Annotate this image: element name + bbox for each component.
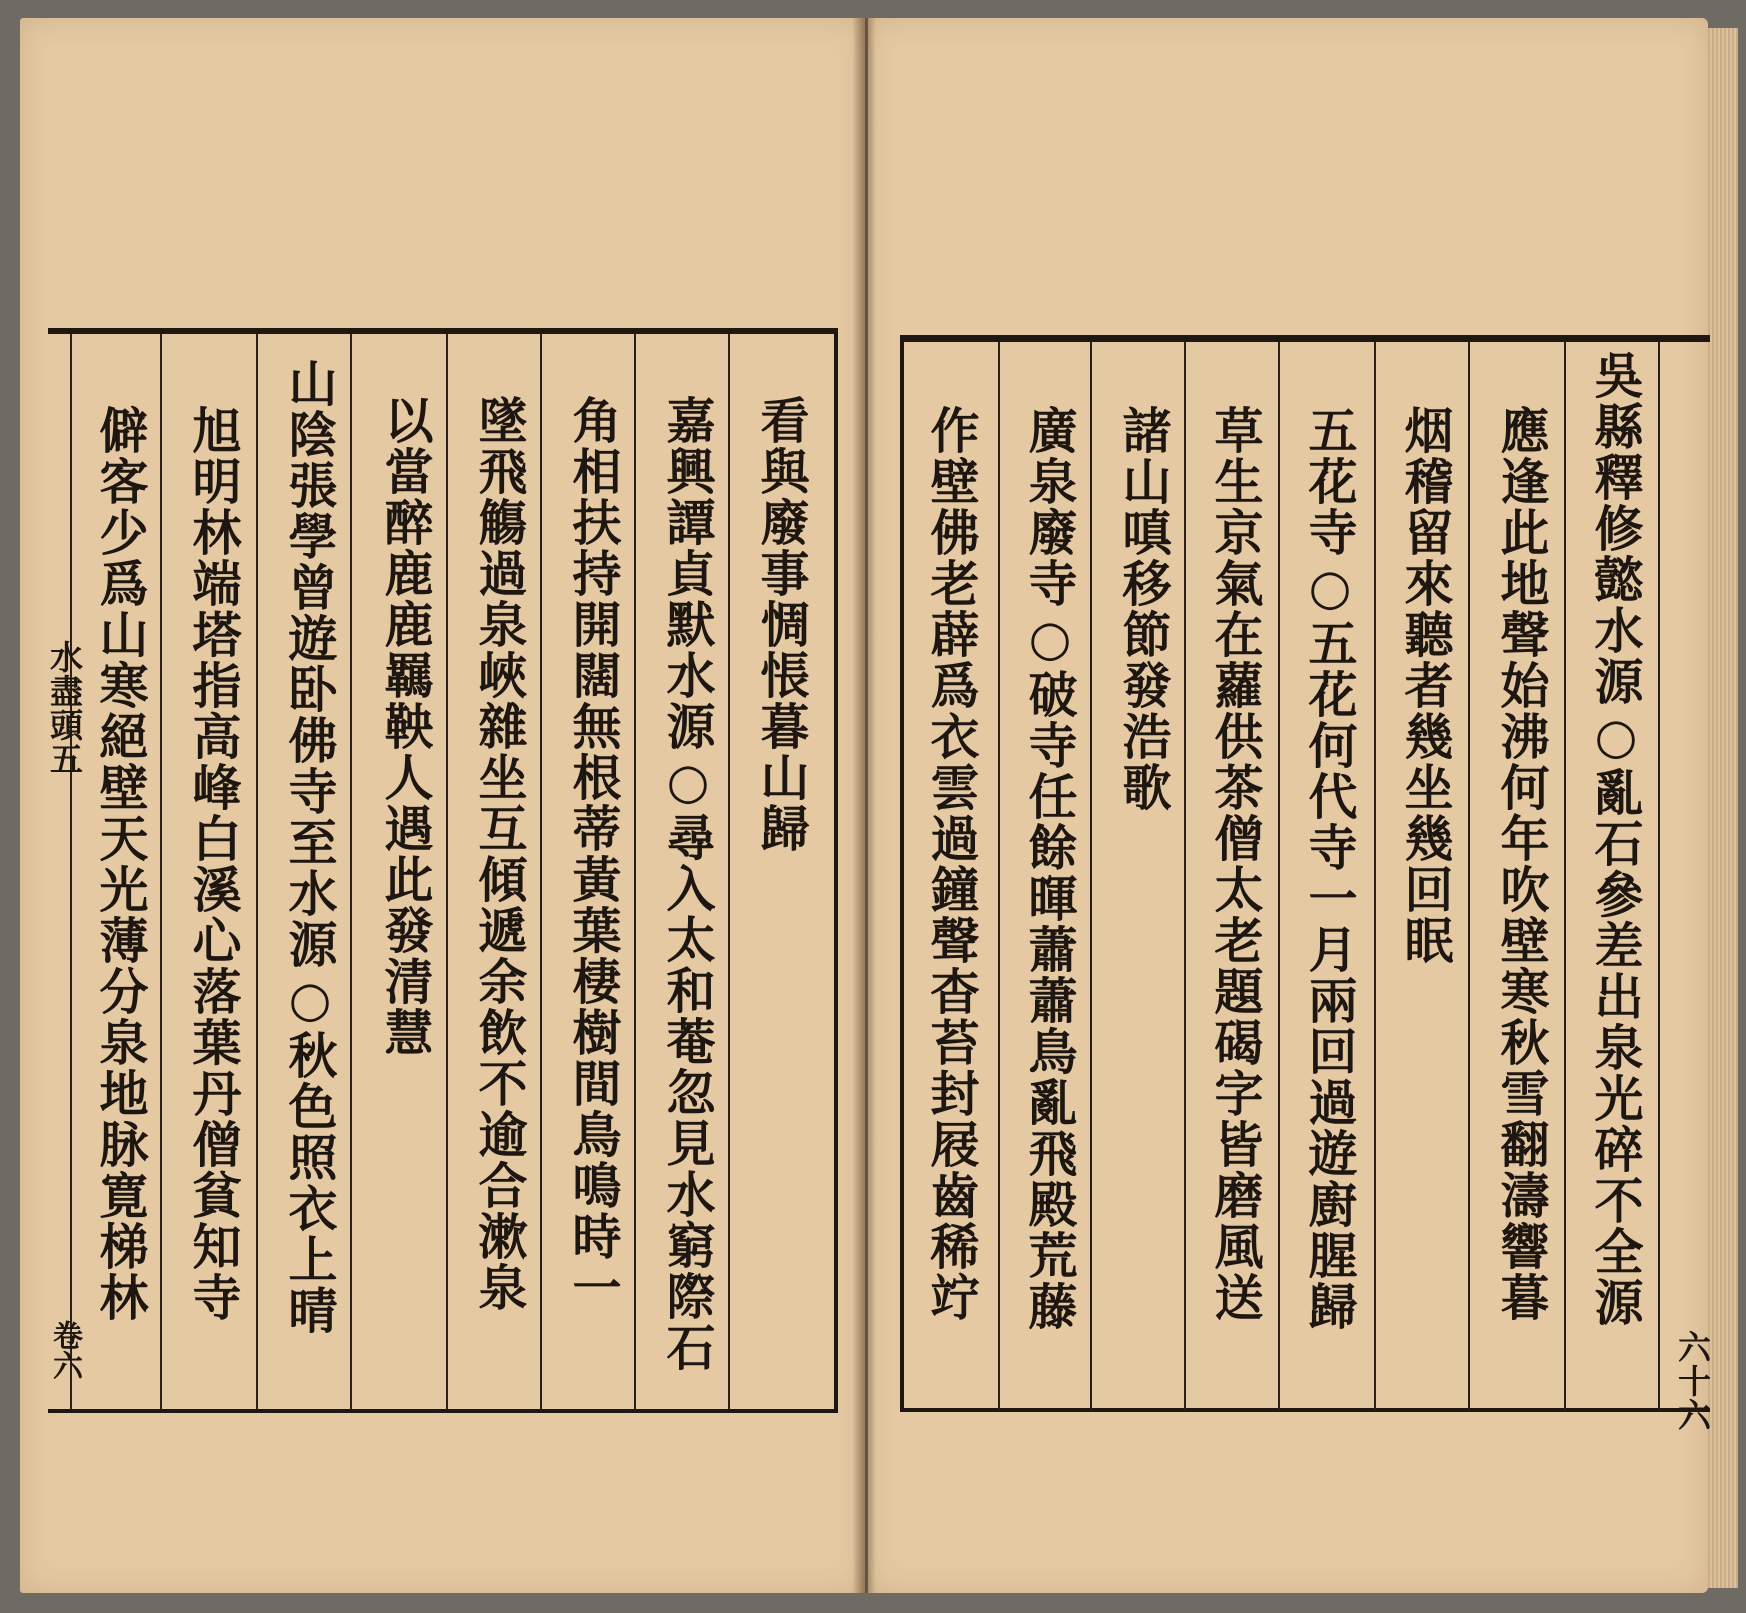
- column-rule: [1090, 342, 1092, 1410]
- text-column: 五花寺○五花何代寺一月兩回過遊廚腥歸: [1301, 405, 1359, 1332]
- column-rule: [728, 334, 730, 1409]
- text-column: 諸山嗔移節發浩歌: [1115, 405, 1173, 813]
- column-rule: [998, 342, 1000, 1410]
- column-rule: [350, 334, 352, 1409]
- column-rule: [540, 334, 542, 1409]
- right-margin-page-number: 六十六: [1673, 1330, 1712, 1432]
- text-column: 旭明林端塔指高峰白溪心落葉丹僧貧知寺: [185, 405, 243, 1323]
- column-rule: [446, 334, 448, 1409]
- text-column: 角相扶持開闊無根蒂黃葉棲樹間鳥鳴時一: [565, 395, 623, 1313]
- column-rule: [1278, 342, 1280, 1410]
- chapter-marker: 卷六: [47, 1320, 82, 1380]
- text-column: 烟稽留來聽者幾坐幾回眠: [1397, 405, 1455, 966]
- text-column: 作壁佛老薜爲衣雲過鐘聲杳苔封屐齒稀竚: [923, 405, 981, 1323]
- left-margin-title: 水盡頭五: [45, 640, 84, 776]
- column-rule: [70, 334, 72, 1409]
- text-column: 山陰張學曾遊卧佛寺至水源○秋色照衣上晴: [281, 358, 339, 1336]
- text-column: 看與廢事惆悵暮山歸: [753, 395, 811, 854]
- column-rule: [160, 334, 162, 1409]
- text-column: 以當醉鹿鹿羈鞅人遇此發清慧: [377, 395, 435, 1058]
- text-column: 應逢此地聲始沸何年吹壁寒秋雪翻濤響暮: [1493, 405, 1551, 1323]
- text-column: 僻客少爲山寒絕壁天光薄分泉地脉寛梯林: [92, 405, 150, 1323]
- column-rule: [1184, 342, 1186, 1410]
- text-column: 草生京氣在蘿供茶僧太老題碣字皆磨風送: [1207, 405, 1265, 1323]
- text-column: 廣泉廢寺○破寺任餘暉蕭蕭鳥亂飛殿荒藤: [1021, 405, 1079, 1332]
- text-column: 墜飛觴過泉峽雜坐互傾遞余飲不逾合漱泉: [471, 395, 529, 1313]
- column-rule: [256, 334, 258, 1409]
- text-column: 嘉興譚貞默水源○尋入太和菴忽見水窮際石: [659, 395, 717, 1373]
- column-rule: [1374, 342, 1376, 1410]
- column-rule: [1564, 342, 1566, 1410]
- text-column: 吳縣釋修懿水源○亂石參差出泉光碎不全源: [1587, 350, 1645, 1328]
- column-rule: [634, 334, 636, 1409]
- column-rule: [1658, 342, 1660, 1410]
- book-gutter: [852, 18, 876, 1593]
- column-rule: [1468, 342, 1470, 1410]
- left-text-frame: [48, 328, 838, 1413]
